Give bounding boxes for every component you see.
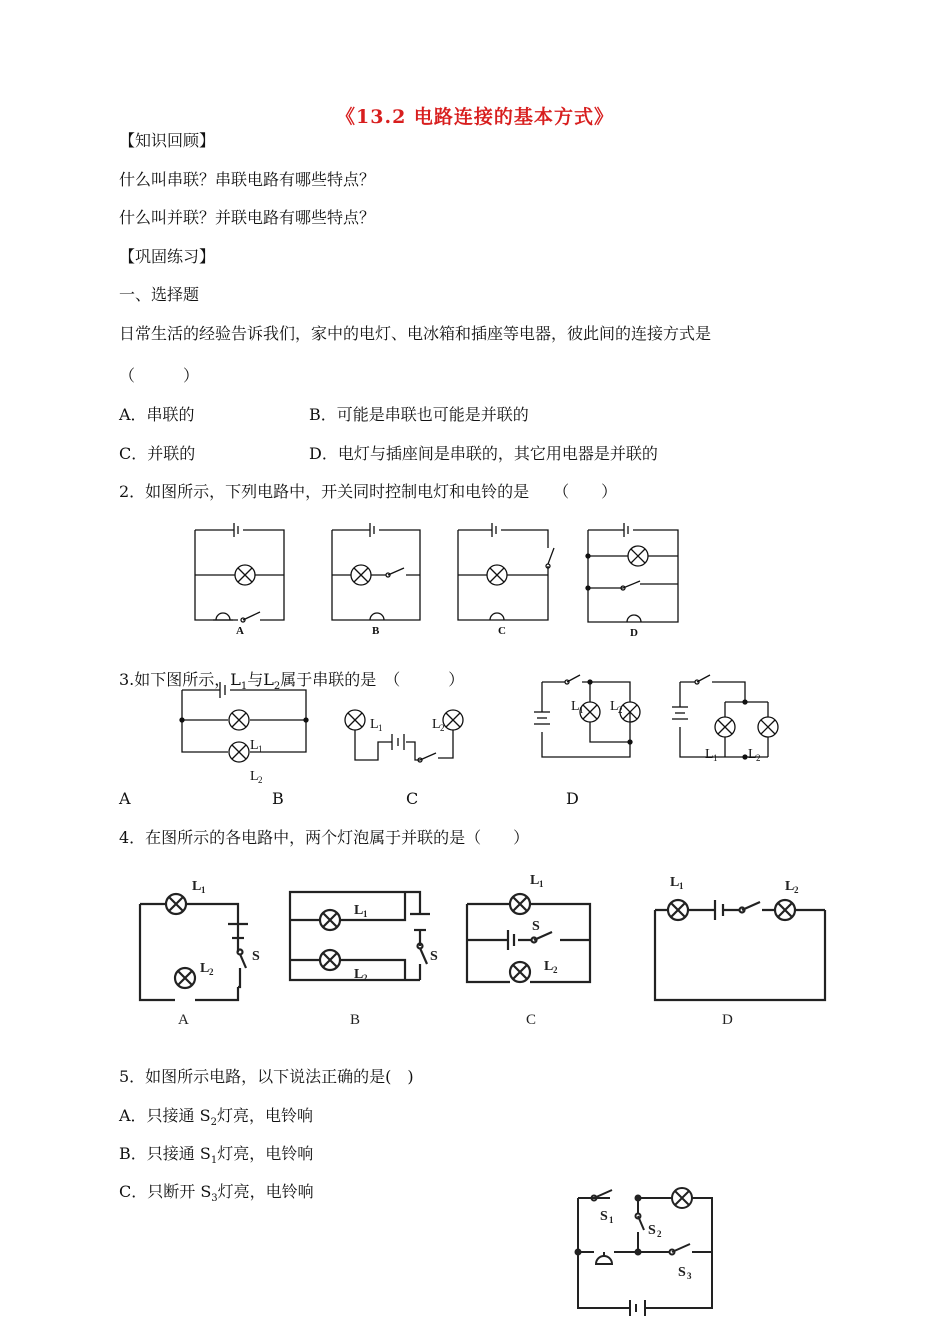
q4-a-s-label: S xyxy=(252,949,260,964)
q4-a-l2-sub: 2 xyxy=(209,967,214,977)
q2-circuit-c xyxy=(458,523,554,620)
q3-stem: 3.如下图所示，$L_1$与$L_2$属于串联的是 （ ） xyxy=(119,670,465,693)
q3-label-a: A xyxy=(119,789,131,808)
q4-label-a: A xyxy=(178,1012,189,1028)
q4-b-s-label: S xyxy=(430,949,438,964)
q4-label-c: C xyxy=(526,1012,537,1028)
q4-c-s-label: S xyxy=(532,919,540,934)
q4-b-l2-sub: 2 xyxy=(363,973,368,983)
q4-d-l1-label: L xyxy=(670,875,680,890)
q4-b-l1-sub: 1 xyxy=(363,909,368,919)
q3-label-c: C xyxy=(406,789,419,808)
q2-circuits-figure xyxy=(180,510,700,640)
q4-circuits-figure xyxy=(120,862,830,1032)
q5-circuit-figure xyxy=(570,1180,720,1312)
q3-d-l2-label: L xyxy=(748,747,757,762)
q4-circuit-d xyxy=(655,900,825,1000)
page-title: 《13.2 电路连接的基本方式》 xyxy=(336,106,614,128)
q3-c-l2-sub: 2 xyxy=(618,705,623,715)
q4-circuit-a xyxy=(140,894,248,1000)
q2-circuit-a xyxy=(195,523,284,622)
q3-a-l1-sub: 1 xyxy=(258,744,263,754)
q4-a-l1-sub: 1 xyxy=(201,885,206,895)
q3-a-l1-label: L xyxy=(250,738,259,753)
q1-option-a: A．串联的 xyxy=(119,405,195,424)
bell-icon xyxy=(216,613,230,620)
q5-s1-label: S xyxy=(600,1209,608,1224)
q2-label-b: B xyxy=(372,625,380,637)
q3-b-l1-sub: 1 xyxy=(378,723,383,733)
q2-circuit-d xyxy=(586,523,678,622)
q1-blank: （ ） xyxy=(119,366,200,385)
q3-c-l2-label: L xyxy=(610,699,619,714)
bell-icon xyxy=(370,613,384,620)
q4-d-l2-sub: 2 xyxy=(794,885,799,895)
q5-s2-label: S xyxy=(648,1223,656,1238)
q5-option-c: C．只断开 $S_3$灯亮，电铃响 xyxy=(119,1182,314,1205)
q5-s1-sub: 1 xyxy=(609,1215,614,1225)
q4-circuit-c xyxy=(467,894,590,982)
q4-c-l1-sub: 1 xyxy=(539,879,544,889)
q4-stem: 4．在图所示的各电路中，两个灯泡属于并联的是（ ） xyxy=(119,828,530,847)
q4-c-l2-label: L xyxy=(544,959,554,974)
q5-s3-label: S xyxy=(678,1265,686,1280)
q3-a-l2-label: L xyxy=(250,769,259,784)
bell-icon xyxy=(490,613,504,620)
q5-stem: 5．如图所示电路，以下说法正确的是( ) xyxy=(119,1067,414,1086)
q3-circuit-d xyxy=(672,675,778,759)
q1-option-c: C．并联的 xyxy=(119,444,196,463)
q4-a-l1-label: L xyxy=(192,879,202,894)
q4-c-l2-sub: 2 xyxy=(553,965,558,975)
q3-circuits-figure xyxy=(170,672,800,787)
q3-d-l1-label: L xyxy=(705,747,714,762)
q1-stem: 日常生活的经验告诉我们，家中的电灯、电冰箱和插座等电器，彼此间的连接方式是 xyxy=(119,324,712,343)
q1-option-b: B．可能是串联也可能是并联的 xyxy=(309,405,529,424)
q3-circuit-a xyxy=(180,682,308,762)
q5-option-a: A．只接通 $S_2$灯亮，电铃响 xyxy=(119,1106,313,1129)
q2-label-a: A xyxy=(236,625,244,637)
q3-d-l2-sub: 2 xyxy=(756,753,761,763)
section-heading: 一、选择题 xyxy=(119,285,200,304)
bell-icon xyxy=(627,615,641,622)
q4-d-l2-label: L xyxy=(785,879,795,894)
q2-circuit-b xyxy=(332,523,420,620)
q2-label-d: D xyxy=(630,627,638,639)
q3-c-l1-label: L xyxy=(571,699,580,714)
q4-b-l2-label: L xyxy=(354,967,364,982)
review-heading: 【知识回顾】 xyxy=(119,131,216,150)
q4-d-l1-sub: 1 xyxy=(679,881,684,891)
q2-stem: 2．如图所示，下列电路中，开关同时控制电灯和电铃的是 （ ） xyxy=(119,482,618,501)
q4-label-d: D xyxy=(722,1012,733,1028)
q3-b-l1-label: L xyxy=(370,717,379,732)
q3-circuit-c xyxy=(534,675,640,757)
q3-b-l2-sub: 2 xyxy=(440,723,445,733)
q5-option-b: B．只接通 $S_1$灯亮，电铃响 xyxy=(119,1144,314,1167)
bell-icon xyxy=(596,1256,612,1264)
review-question-series: 什么叫串联？串联电路有哪些特点？ xyxy=(119,170,376,189)
q4-a-l2-label: L xyxy=(200,961,210,976)
q2-label-c: C xyxy=(498,625,506,637)
q4-label-b: B xyxy=(350,1012,361,1028)
q3-d-l1-sub: 1 xyxy=(713,753,718,763)
q3-label-b: B xyxy=(272,789,284,808)
q3-label-d: D xyxy=(566,789,579,808)
review-question-parallel: 什么叫并联？并联电路有哪些特点？ xyxy=(119,208,376,227)
q3-c-l1-sub: 1 xyxy=(579,705,584,715)
q4-c-l1-label: L xyxy=(530,873,540,888)
q3-circuit-b xyxy=(345,710,463,762)
q5-s3-sub: 3 xyxy=(687,1271,692,1281)
q1-option-d: D．电灯与插座间是串联的，其它用电器是并联的 xyxy=(309,444,658,463)
practice-heading: 【巩固练习】 xyxy=(119,247,216,266)
q3-a-l2-sub: 2 xyxy=(258,775,263,785)
q4-b-l1-label: L xyxy=(354,903,364,918)
q3-b-l2-label: L xyxy=(432,717,441,732)
q5-s2-sub: 2 xyxy=(657,1229,662,1239)
